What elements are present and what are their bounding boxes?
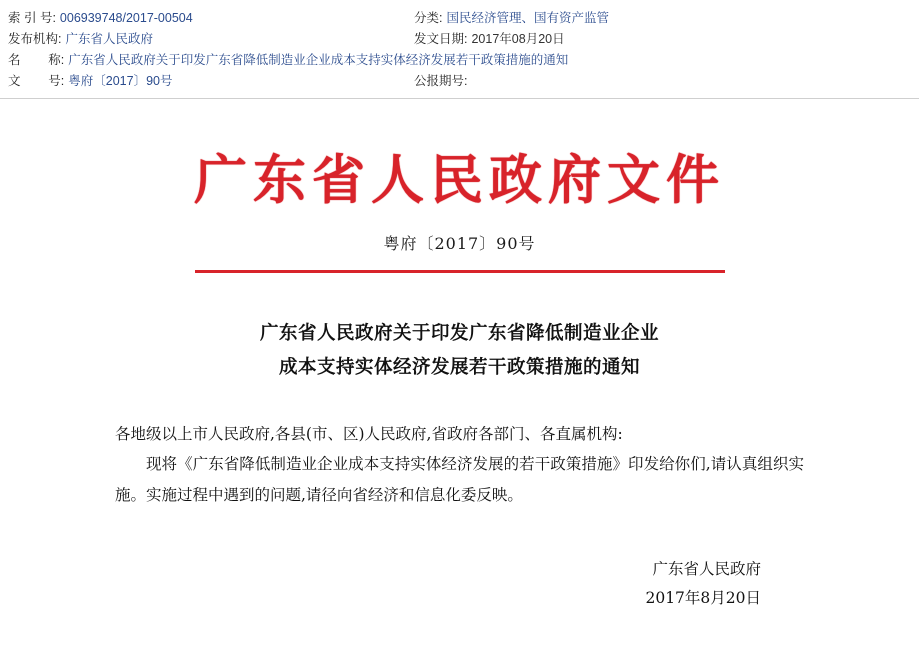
metadata-row — [0, 71, 919, 92]
metadata-field-doc-number — [0, 72, 410, 91]
document-signature — [40, 555, 879, 613]
metadata-label: 分类: — [414, 11, 443, 25]
metadata-label: 索 引 号: — [8, 11, 56, 25]
document-number: 粤府〔2017〕90号 — [383, 234, 536, 254]
metadata-field-index — [0, 9, 410, 28]
metadata-label: 名 称: — [8, 53, 65, 67]
metadata-field-bulletin-number — [410, 72, 915, 91]
metadata-field-publish-date — [410, 30, 915, 49]
signature-date: 2017年8月20日 — [645, 589, 761, 608]
signature-organization: 广东省人民政府 — [652, 560, 761, 579]
metadata-label: 公报期号: — [414, 74, 468, 88]
metadata-field-name — [0, 51, 905, 70]
document-red-header: 广东省人民政府文件 — [194, 149, 725, 211]
document-title — [40, 317, 879, 385]
document-title-line-2: 成本支持实体经济发展若干政策措施的通知 — [278, 357, 640, 379]
metadata-field-publisher — [0, 30, 410, 49]
metadata-value[interactable]: 广东省人民政府关于印发广东省降低制造业企业成本支持实体经济发展若干政策措施的通知 — [68, 53, 569, 67]
metadata-header — [0, 0, 919, 99]
document-body-paragraph: 现将《广东省降低制造业企业成本支持实体经济发展的若干政策措施》印发给你们,请认真组织实施。实施过程中遇到的问题,请径向省经济和信息化委反映。 — [115, 455, 804, 505]
document-title-line-1: 广东省人民政府关于印发广东省降低制造业企业 — [259, 323, 659, 345]
document-content — [0, 151, 919, 655]
metadata-row — [0, 50, 919, 71]
metadata-value[interactable]: 006939748/2017-00504 — [59, 11, 193, 25]
metadata-label: 发文日期: — [414, 32, 468, 46]
metadata-value[interactable]: 国民经济管理、国有资产监管 — [446, 11, 609, 25]
red-divider — [195, 270, 725, 273]
metadata-row — [0, 29, 919, 50]
metadata-value: 2017年08月20日 — [471, 32, 565, 46]
metadata-row — [0, 8, 919, 29]
metadata-field-category — [410, 9, 915, 28]
document-salutation: 各地级以上市人民政府,各县(市、区)人民政府,省政府各部门、各直属机构: — [115, 425, 623, 444]
metadata-label: 文 号: — [8, 74, 65, 88]
metadata-value[interactable]: 广东省人民政府 — [65, 32, 153, 46]
metadata-value[interactable]: 粤府〔2017〕90号 — [68, 74, 173, 88]
metadata-label: 发布机构: — [8, 32, 62, 46]
